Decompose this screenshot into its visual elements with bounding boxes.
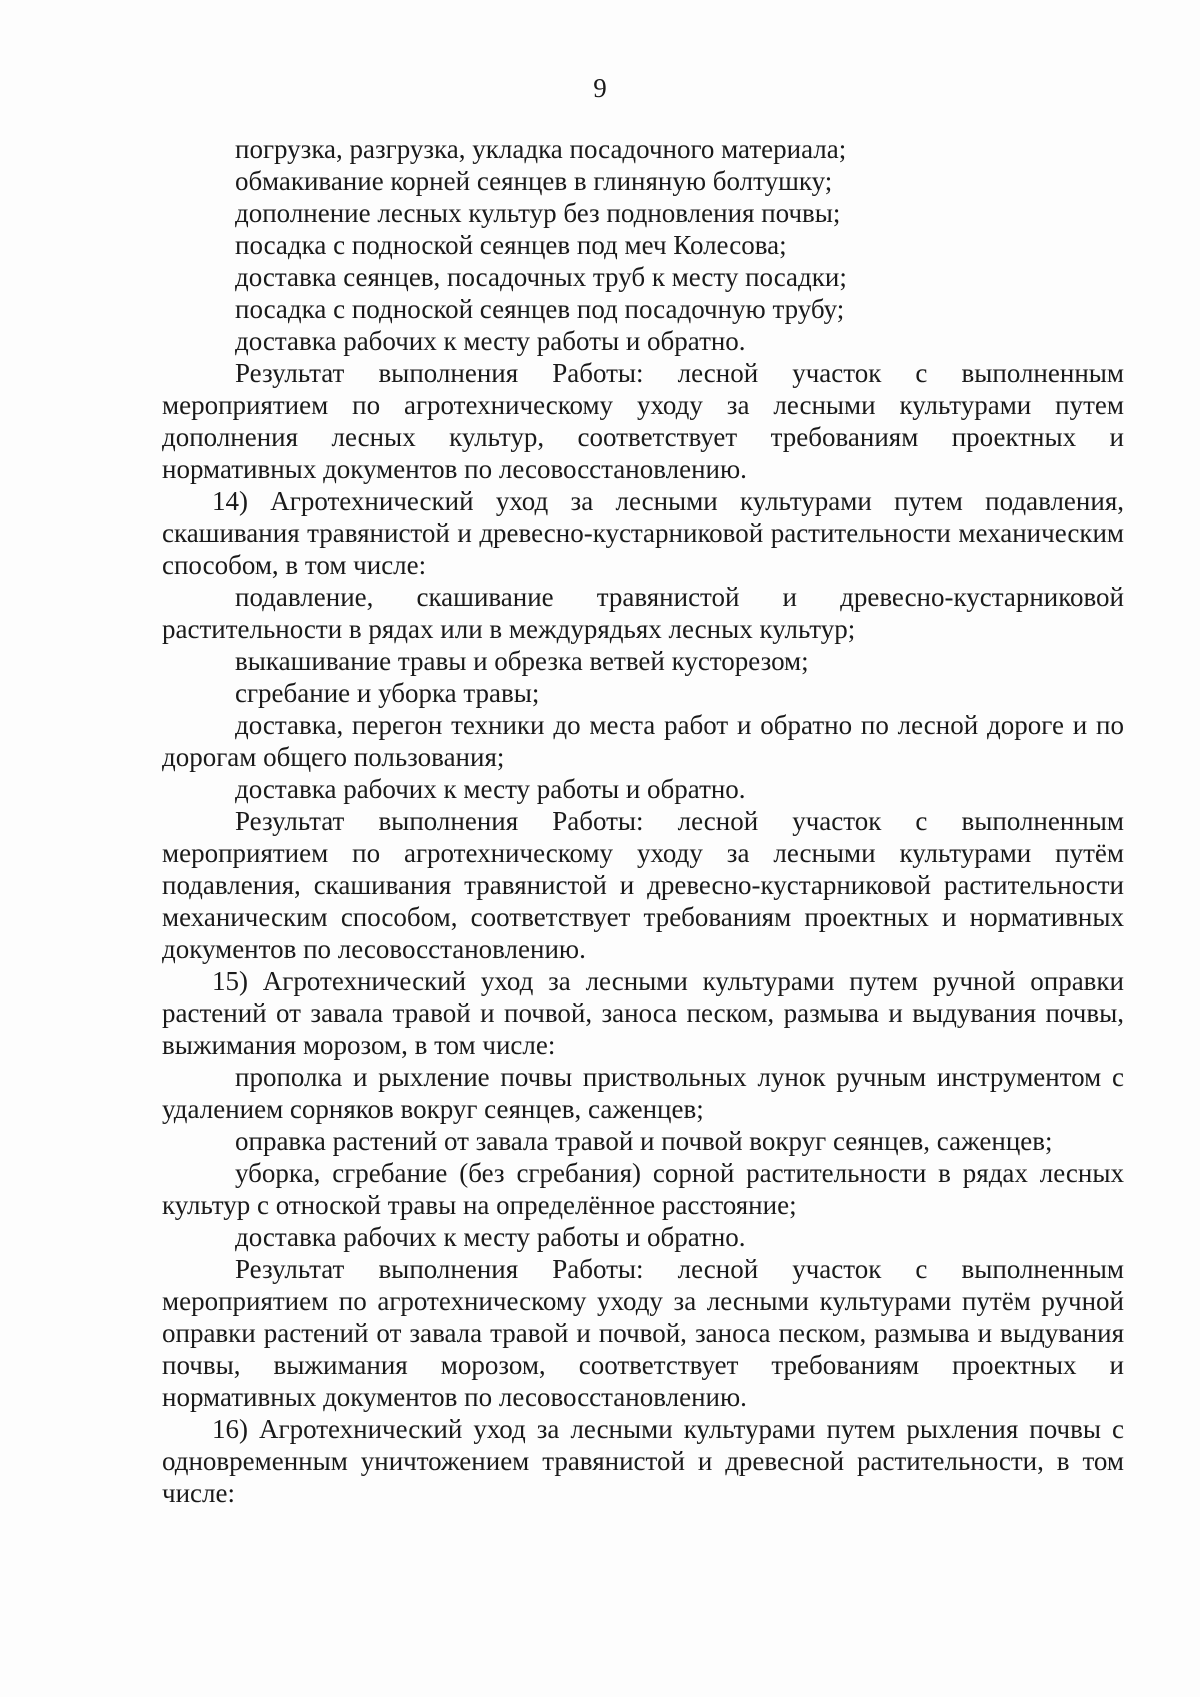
document-body — [162, 133, 1124, 1509]
list-item: посадка с подноской сеянцев под посадочную трубу; — [235, 294, 845, 324]
list-item: доставка сеянцев, посадочных труб к месту посадки; — [235, 262, 847, 292]
page-number: 9 — [593, 73, 607, 103]
list-item: доставка рабочих к месту работы и обратно. — [235, 326, 746, 356]
section-heading-16: 16) Агротехнический уход за лесными культурами путем рыхления почвы с одновременным уничтожением травянистой и древесной растительности, в том числе: — [162, 1414, 1124, 1508]
result-paragraph: Результат выполнения Работы: лесной участок с выполненным мероприятием по агротехническому уходу за лесными культурами путём подавления, скашивания травянистой и древесно-кустарниковой растительности механическим способом, соответствует требованиям проектных и нормативных документов по лесовосстановлению. — [162, 806, 1124, 964]
section-heading-15: 15) Агротехнический уход за лесными культурами путем ручной оправки растений от завала травой и почвой, заноса песком, размыва и выдувания почвы, выжимания морозом, в том числе: — [162, 966, 1124, 1060]
list-item: оправка растений от завала травой и почвой вокруг сеянцев, саженцев; — [235, 1126, 1053, 1156]
list-item: дополнение лесных культур без подновления почвы; — [235, 198, 841, 228]
result-paragraph: Результат выполнения Работы: лесной участок с выполненным мероприятием по агротехническому уходу за лесными культурами путём ручной оправки растений от завала травой и почвой, заноса песком, размыва и выдувания почвы, выжимания морозом, соответствует требованиям проектных и нормативных документов по лесовосстановлению. — [162, 1254, 1124, 1412]
list-item: доставка рабочих к месту работы и обратно. — [235, 1222, 746, 1252]
list-item: доставка рабочих к месту работы и обратно. — [235, 774, 746, 804]
list-item: прополка и рыхление почвы приствольных лунок ручным инструментом с удалением сорняков вокруг сеянцев, саженцев; — [162, 1062, 1124, 1124]
list-item: посадка с подноской сеянцев под меч Колесова; — [235, 230, 787, 260]
section-heading-14: 14) Агротехнический уход за лесными культурами путем подавления, скашивания травянистой и древесно-кустарниковой растительности механическим способом, в том числе: — [162, 486, 1124, 580]
list-item: сгребание и уборка травы; — [235, 678, 540, 708]
list-item: погрузка, разгрузка, укладка посадочного материала; — [235, 134, 847, 164]
result-paragraph: Результат выполнения Работы: лесной участок с выполненным мероприятием по агротехническому уходу за лесными культурами путем дополнения лесных культур, соответствует требованиям проектных и нормативных документов по лесовосстановлению. — [162, 358, 1124, 484]
list-item: доставка, перегон техники до места работ и обратно по лесной дороге и по дорогам общего пользования; — [162, 710, 1124, 772]
list-item: уборка, сгребание (без сгребания) сорной растительности в рядах лесных культур с отноской травы на определённое расстояние; — [162, 1158, 1124, 1220]
list-item: выкашивание травы и обрезка ветвей кусторезом; — [235, 646, 809, 676]
list-item: обмакивание корней сеянцев в глиняную болтушку; — [235, 166, 833, 196]
list-item: подавление, скашивание травянистой и древесно-кустарниковой растительности в рядах или в междурядьях лесных культур; — [162, 582, 1124, 644]
